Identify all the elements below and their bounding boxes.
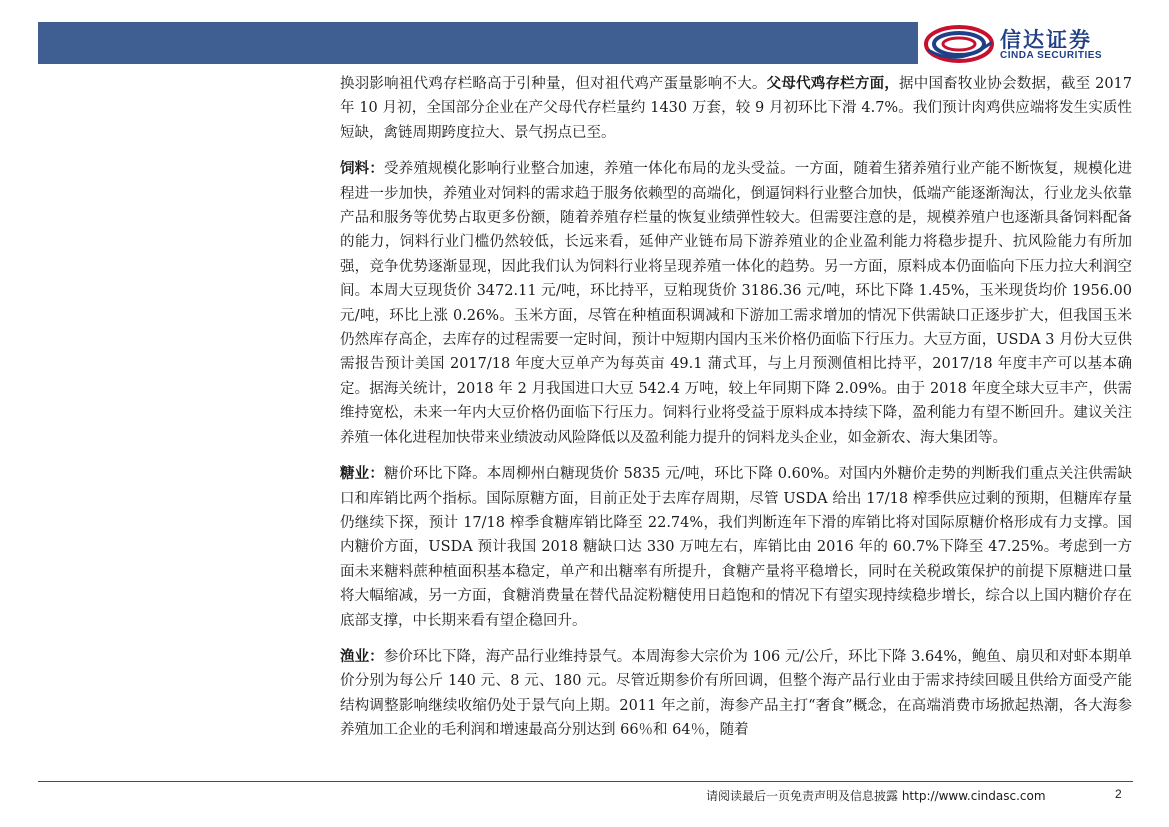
page-number: 2 [1115,787,1122,801]
header-bar [38,22,918,64]
paragraph-fishery [340,645,1132,743]
paragraph-text: 换羽影响祖代鸡存栏略高于引种量，但对祖代鸡产蛋量影响不大。 [340,76,767,92]
section-lead-sugar: 糖业： [340,465,385,483]
paragraph-bold-phrase: 父母代鸡存栏方面， [766,75,900,92]
cinda-swirl-icon [922,20,996,66]
paragraph-text: 参价环比下降，海产品行业维持景气。本周海参大宗价为 106 元/公斤，环比下降 3.64%，鲍鱼、扇贝和对虾本期单价分别为每公斤 140 元、8 元、180 元。尽管近期参价有所回调，但整个海产品行业由于需求持续回暖且供给方面受产能结构调整影响继续收缩仍处于景气向上期。2011 年之前，海参产品主打“奢食”概念，在高端消费市场掀起热潮，各大海参养殖加工企业的毛利润和增速最高分别达到 66％和 64％，随着 [340,648,1133,739]
paragraph-text: 糖价环比下降。本周柳州白糖现货价 5835 元/吨，环比下降 0.60%。对国内外糖价走势的判断我们重点关注供需缺口和库销比两个指标。国际原糖方面，目前正处于去库存周期，尽管 USDA 给出 17/18 榨季供应过剩的预期，但糖库存量仍继续下探，预计 17/18 榨季食糖库销比降至 22.74%，我们判断连年下滑的库销比将对国际原糖价格形成有力支撑。国内糖价方面，USDA 预计我国 2018 糖缺口达 330 万吨左右，库销比由 2016 年的 60.7%下降至 47.25%。考虑到一方面未来糖料蔗种植面积基本稳定，单产和出糖率有所提升，食糖产量将平稳增长，同时在关税政策保护的前提下原糖进口量将大幅缩减，另一方面，食糖消费量在替代品淀粉糖使用日趋饱和的情况下有望实现持续稳步增长，综合以上国内糖价存在底部支撑，中长期来看有望企稳回升。 [340,466,1132,629]
document-body [340,72,1132,755]
footer-divider [38,781,1133,782]
section-lead-fishery: 渔业： [340,647,384,665]
logo-english-text: CINDA SECURITIES [1000,50,1103,61]
paragraph-feed [340,157,1132,450]
paragraph-sugar [340,462,1132,633]
logo-chinese-text: 信达证券 [1000,28,1092,52]
paragraph-poultry [340,72,1132,145]
paragraph-text: 据中国畜牧业协会数据，截至 2017 年 10 月初，全国部分企业在产父母代存栏量约 1430 万套，较 9 月初环比下滑 4.7%。我们预计肉鸡供应端将发生实质性短缺，禽链周期跨度拉大、景气拐点已至。 [340,76,1132,141]
footer-disclaimer: 请阅读最后一页免责声明及信息披露 http://www.cindasc.com [706,789,1046,803]
section-lead-feed: 饲料： [340,160,385,178]
paragraph-text: 受养殖规模化影响行业整合加速，养殖一体化布局的龙头受益。一方面，随着生猪养殖行业产能不断恢复，规模化进程进一步加快，养殖业对饲料的需求趋于服务依赖型的高端化，倒逼饲料行业整合加快，低端产能逐渐淘汰，行业龙头依靠产品和服务等优势占取更多份额，随着养殖存栏量的恢复业绩弹性较大。但需要注意的是，规模养殖户也逐渐具备饲料配备的能力，饲料行业门槛仍然较低，长远来看，延伸产业链布局下游养殖业的企业盈利能力将稳步提升、抗风险能力有所加强，竞争优势逐渐显现，因此我们认为饲料行业将呈现养殖一体化的趋势。另一方面，原料成本仍面临向下压力拉大利润空间。本周大豆现货价 3472.11 元/吨，环比持平，豆粕现货价 3186.36 元/吨，环比下降 1.45%，玉米现货均价 1956.00 元/吨，环比上涨 0.26%。玉米方面，尽管在种植面积调减和下游加工需求增加的情况下供需缺口正逐步扩大，但我国玉米仍然库存高企，去库存的过程需要一定时间，预计中短期内国内玉米价格仍面临下行压力。大豆方面，USDA 3 月份大豆供需报告预计美国 2017/18 年度大豆单产为每英亩 49.1 蒲式耳，与上月预测值相比持平，2017/18 年度丰产可以基本确定。据海关统计，2018 年 2 月我国进口大豆 542.4 万吨，较上年同期下降 2.09%。由于 2018 年度全球大豆丰产，供需维持宽松，未来一年内大豆价格仍面临下行压力。饲料行业将受益于原料成本持续下降，盈利能力有望不断回升。建议关注养殖一体化进程加快带来业绩波动风险降低以及盈利能力提升的饲料龙头企业，如金新农、海大集团等。 [340,161,1133,446]
cinda-logo [922,20,1137,66]
